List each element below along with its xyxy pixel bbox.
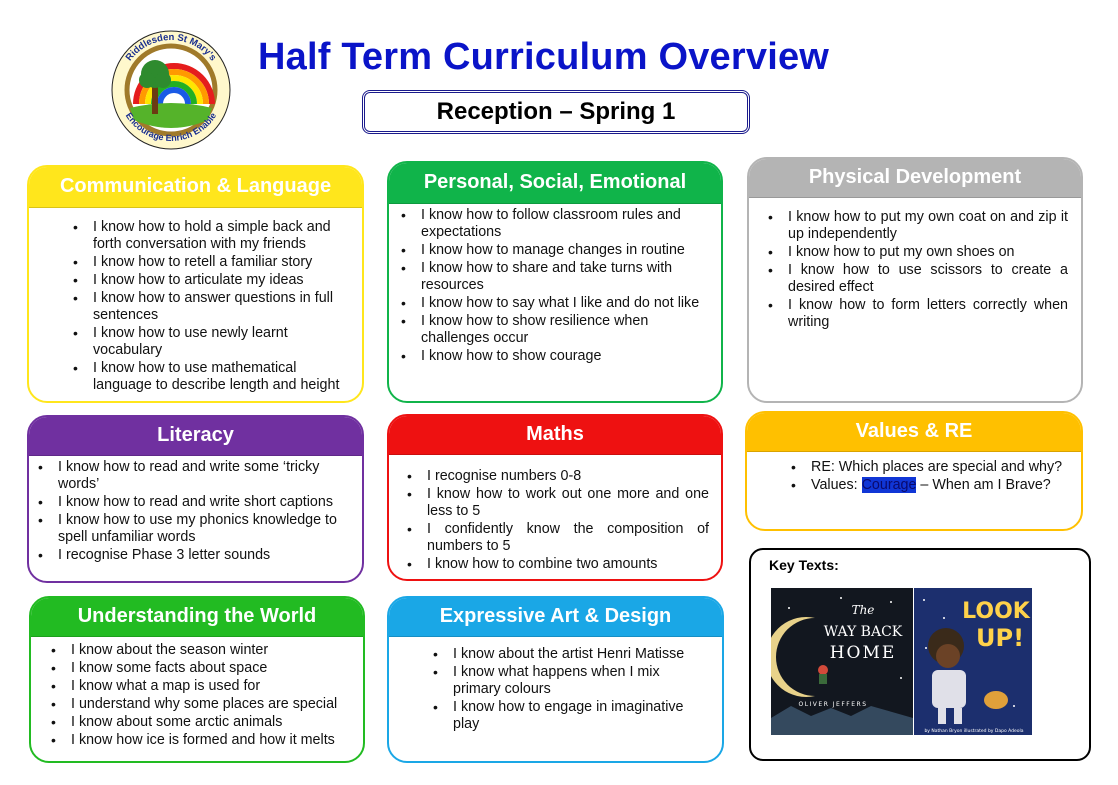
list-item: • I know how to put my own shoes on [764,244,1068,261]
values-re-list [787,459,1075,495]
list-item: • I know about the artist Henri Matisse [429,646,711,663]
list-item: • I know how to show courage [397,348,713,365]
list-item: • I know how to read and write short captions [34,494,356,511]
list-item: • I know how to articulate my ideas [69,272,351,289]
list-item: • RE: Which places are special and why? [787,459,1075,476]
list-item: • I know how to use newly learnt vocabulary [69,325,351,359]
list-item: • I know how ice is formed and how it melts [47,732,363,749]
physical-development-header: Physical Development [747,157,1083,198]
physical-development-box [747,157,1083,403]
list-item: • I know how to manage changes in routine [397,242,713,259]
school-logo [108,24,234,160]
expressive-art-box [387,596,724,763]
maths-box [387,414,723,581]
maths-header: Maths [387,414,723,455]
expressive-art-list [429,646,711,734]
communication-language-header: Communication & Language [27,165,364,208]
list-item: • I know how to answer questions in full sentences [69,290,351,324]
logo-motto: Encourage Enrich Enable [123,110,219,144]
communication-language-list [69,219,351,395]
list-item: • I know how to share and take turns with resources [397,260,713,294]
list-item: • I know how to say what I like and do not like [397,295,713,312]
list-item: • I know how to follow classroom rules and expectations [397,207,713,241]
understanding-world-header: Understanding the World [29,596,365,637]
list-item: • I know how to use scissors to create a desired effect [764,262,1068,296]
physical-development-list [764,209,1068,332]
values-suffix: – When am I Brave? [916,477,1051,493]
list-item: • I know about the season winter [47,642,363,659]
list-item: • I know about some arctic animals [47,714,363,731]
book1-author: OLIVER JEFFERS [798,701,868,708]
book-cover-way-back-home [771,588,913,735]
list-item: • I know how to work out one more and one less to 5 [403,486,709,520]
list-item: • I know how to use my phonics knowledge to spell unfamiliar words [34,512,356,546]
list-item: • I know how to show resilience when challenges occur [397,313,713,347]
maths-list [403,468,709,574]
expressive-art-header: Expressive Art & Design [387,596,724,637]
list-item: • I know how to retell a familiar story [69,254,351,271]
list-item: • I know how to use mathematical language to describe length and height [69,360,351,394]
values-re-header: Values & RE [745,411,1083,452]
values-highlight: Courage [861,477,917,493]
list-item: • I confidently know the composition of numbers to 5 [403,521,709,555]
understanding-world-list [47,642,363,750]
list-item: • I recognise numbers 0-8 [403,468,709,485]
book1-title-line2: WAY BACK [823,624,903,640]
key-texts-label: Key Texts: [769,557,839,573]
page-subtitle: Reception – Spring 1 [362,90,750,134]
pse-header: Personal, Social, Emotional [387,161,723,204]
communication-language-box [27,165,364,403]
book1-title-line3: HOME [829,643,897,663]
list-item: • I know how to put my own coat on and zip it up independently [764,209,1068,243]
list-item: • I know what a map is used for [47,678,363,695]
literacy-header: Literacy [27,415,364,456]
key-texts-box [749,548,1091,761]
list-item [787,477,1075,494]
list-item: • I understand why some places are special [47,696,363,713]
list-item: • I know how to form letters correctly when writing [764,297,1068,331]
list-item: • I know how to read and write some ‘tricky words’ [34,459,356,493]
book2-title-line1: LOOK [962,599,1030,624]
book2-credit: by Nathan Bryon illustrated by Dapo Adeola [924,729,1024,734]
values-re-box [745,411,1083,531]
literacy-list [34,459,356,565]
list-item: • I know how to engage in imaginative play [429,699,711,733]
values-prefix: Values: [811,477,862,493]
list-item: • I know how to hold a simple back and forth conversation with my friends [69,219,351,253]
list-item: • I know some facts about space [47,660,363,677]
book-cover-look-up [914,588,1032,735]
literacy-box [27,415,364,583]
pse-list [397,207,713,366]
book2-title-line2: UP! [975,624,1025,652]
list-item: • I know what happens when I mix primary colours [429,664,711,698]
pse-box [387,161,723,403]
list-item: • I recognise Phase 3 letter sounds [34,547,356,564]
list-item: • I know how to combine two amounts [403,556,709,573]
page-title: Half Term Curriculum Overview [258,36,830,78]
understanding-world-box [29,596,365,763]
book1-title-line1: The [851,603,875,617]
logo-school-name: Riddlesden St Mary's [123,31,219,64]
